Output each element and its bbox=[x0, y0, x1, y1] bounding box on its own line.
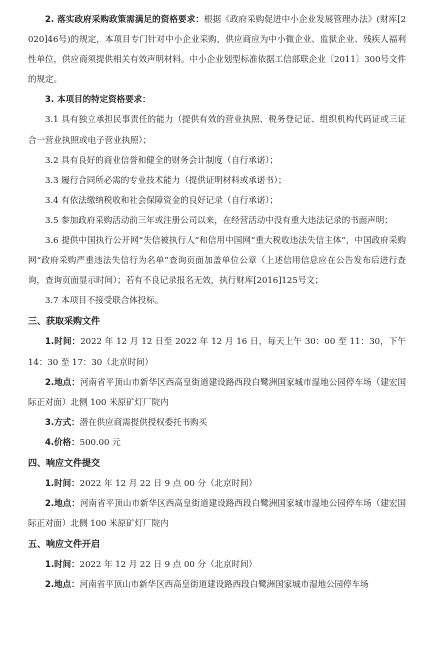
section-3-method bbox=[28, 413, 406, 433]
item-3-1: 3.1 具有独立承担民事责任的能力（提供有效的营业执照、税务登记证、组织机构代码证或三证合一营业执照或电子营业执照）； bbox=[28, 115, 406, 146]
section-3-time-label: 1.时间： bbox=[45, 337, 81, 348]
section-3-place bbox=[28, 373, 406, 413]
section-4-time-value: 2022 年 12 月 22 日 9 点 00 分（北京时间） bbox=[79, 478, 257, 489]
item-2-paragraph bbox=[28, 10, 406, 90]
section-3-place-label: 2.地点： bbox=[45, 377, 80, 388]
item-3-5: 3.5 参加政府采购活动前三年或注册公司以来，在经营活动中没有重大违法记录的书面声明； bbox=[45, 215, 393, 226]
section-4-place-label: 2.地点： bbox=[45, 499, 80, 510]
section-3-price bbox=[28, 433, 406, 453]
item-3-3: 3.3 履行合同所必需的专业技术能力（提供证明材料或承诺书）； bbox=[45, 175, 287, 186]
item-3-4: 3.4 有依法缴纳税收和社会保障资金的良好记录（自行承诺）； bbox=[45, 195, 278, 206]
item-3-title: 3. 本项目的特定资格要求： bbox=[45, 95, 151, 106]
section-5-place-value: 河南省平顶山市新华区西高皇街道建设路西段白鹭洲国家城市湿地公园停车场 bbox=[79, 580, 369, 591]
section-3-method-label: 3.方式： bbox=[45, 417, 80, 428]
section-3-price-value: 500.00 元 bbox=[79, 437, 121, 448]
item-3-7: 3.7 本项目不接受联合体投标。 bbox=[45, 296, 164, 307]
section-4-place bbox=[28, 494, 406, 534]
section-4-place-value: 河南省平顶山市新华区西高皇街道建设路西段白鹭洲国家城市湿地公园停车场（建宏国际正对面）北侧 100 米原矿灯厂院内 bbox=[28, 499, 406, 530]
section-3-method-value: 潜在供应商需提供授权委托书购买 bbox=[79, 417, 208, 428]
section-5-heading: 五、响应文件开启 bbox=[28, 540, 101, 551]
item-2-body: 根据《政府采购促进中小企业发展管理办法》(财库[2020]46号)的规定，本项目专门针对中小企业采购，供应商应为中小微企业、监狱企业、残疾人福利性单位，供应商须提供相关有效声明材料。中小企业划型标准依据工信部联企业〔2011〕300号文件的规定。 bbox=[28, 15, 406, 86]
section-4-time-label: 1.时间： bbox=[45, 478, 80, 489]
section-3-time-value: 2022 年 12 月 12 日至 2022 年 12 月 16 日，每天上午 30：00 至 11：30，下午 14：30 至 17：30（北京时间） bbox=[28, 337, 406, 368]
section-5-place-label: 2.地点： bbox=[45, 580, 80, 591]
section-4-time bbox=[28, 474, 406, 494]
item-3-2: 3.2 具有良好的商业信誉和健全的财务会计制度（自行承诺）； bbox=[45, 155, 278, 166]
item-2-title: 2. 落实政府采购政策需满足的资格要求： bbox=[45, 15, 204, 25]
section-5-place bbox=[28, 575, 406, 595]
section-3-time bbox=[28, 332, 406, 372]
section-5-time-value: 2022 年 12 月 22 日 9 点 00 分（北京时间） bbox=[79, 560, 257, 571]
section-5-time-label: 1.时间： bbox=[45, 560, 80, 571]
section-3-heading: 三、获取采购文件 bbox=[28, 317, 101, 328]
section-3-place-value: 河南省平顶山市新华区西高皇街道建设路西段白鹭洲国家城市湿地公园停车场（建宏国际正对面）北侧 100 米原矿灯厂院内 bbox=[28, 377, 406, 408]
section-5-time bbox=[28, 555, 406, 575]
item-3-6: 3.6 提供中国执行公开网“失信被执行人”和信用中国网“重大税收违法失信主体”，中国政府采购网“政府采购严重违法失信行为名单”查询页面加盖单位公章（上述信用信息应在公告发布后进行查询，查询页面显示时间）；若有不良记录报名无效，执行财库[2016]125号文； bbox=[28, 236, 406, 287]
section-3-price-label: 4.价格： bbox=[45, 437, 80, 448]
section-4-heading: 四、响应文件提交 bbox=[28, 458, 101, 469]
